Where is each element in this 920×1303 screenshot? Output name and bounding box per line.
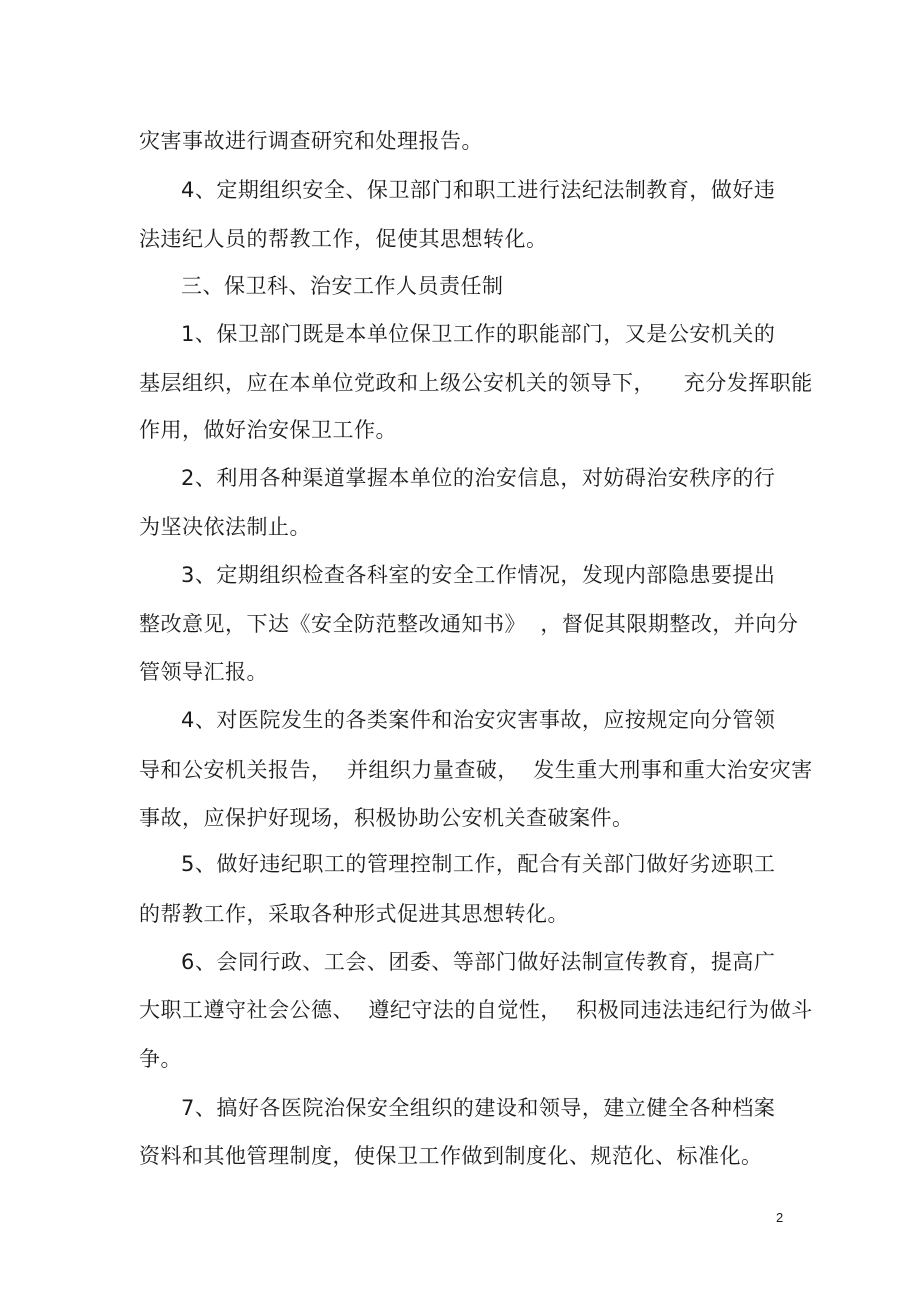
text-line-17: 的帮教工作，采取各种形式促进其思想转化。 <box>139 902 569 926</box>
text-line-14: 导和公安机关报告， 并组织力量查破， 发生重大刑事和重大治安灾害 <box>139 758 813 782</box>
text-line-19: 大职工遵守社会公德、 遵纪守法的自觉性， 积极同违法违纪行为做斗 <box>139 998 813 1022</box>
section-heading: 三、保卫科、治安工作人员责任制 <box>181 274 504 298</box>
text-line-11: 整改意见，下达《安全防范整改通知书》 ，督促其限期整改，并向分 <box>139 612 799 636</box>
text-line-16: 5、做好违纪职工的管理控制工作，配合有关部门做好劣迹职工 <box>181 852 776 876</box>
page-number: 2 <box>776 1210 784 1225</box>
text-line-12: 管领导汇报。 <box>139 660 268 684</box>
text-line-3: 法违纪人员的帮教工作，促使其思想转化。 <box>139 227 548 251</box>
text-line-22: 资料和其他管理制度，使保卫工作做到制度化、规范化、标准化。 <box>139 1144 763 1168</box>
text-line-7: 作用，做好治安保卫工作。 <box>139 418 397 442</box>
text-line-5: 1、保卫部门既是本单位保卫工作的职能部门，又是公安机关的 <box>181 322 776 346</box>
text-line-6: 基层组织，应在本单位党政和上级公安机关的领导下， 充分发挥职能 <box>139 371 813 395</box>
text-line-20: 争。 <box>139 1047 182 1071</box>
text-line-13: 4、对医院发生的各类案件和治安灾害事故，应按规定向分管领 <box>181 708 776 732</box>
text-line-9: 为坚决依法制止。 <box>139 515 311 539</box>
text-line-1: 灾害事故进行调查研究和处理报告。 <box>139 129 483 153</box>
text-line-21: 7、搞好各医院治保安全组织的建设和领导，建立健全各种档案 <box>181 1096 776 1120</box>
text-line-8: 2、利用各种渠道掌握本单位的治安信息，对妨碍治安秩序的行 <box>181 466 776 490</box>
text-line-15: 事故，应保护好现场，积极协助公安机关查破案件。 <box>139 806 634 830</box>
text-line-18: 6、会同行政、工会、团委、等部门做好法制宣传教育，提高广 <box>181 950 776 974</box>
text-line-2: 4、定期组织安全、保卫部门和职工进行法纪法制教育，做好违 <box>181 178 776 202</box>
text-line-10: 3、定期组织检查各科室的安全工作情况，发现内部隐患要提出 <box>181 563 776 587</box>
